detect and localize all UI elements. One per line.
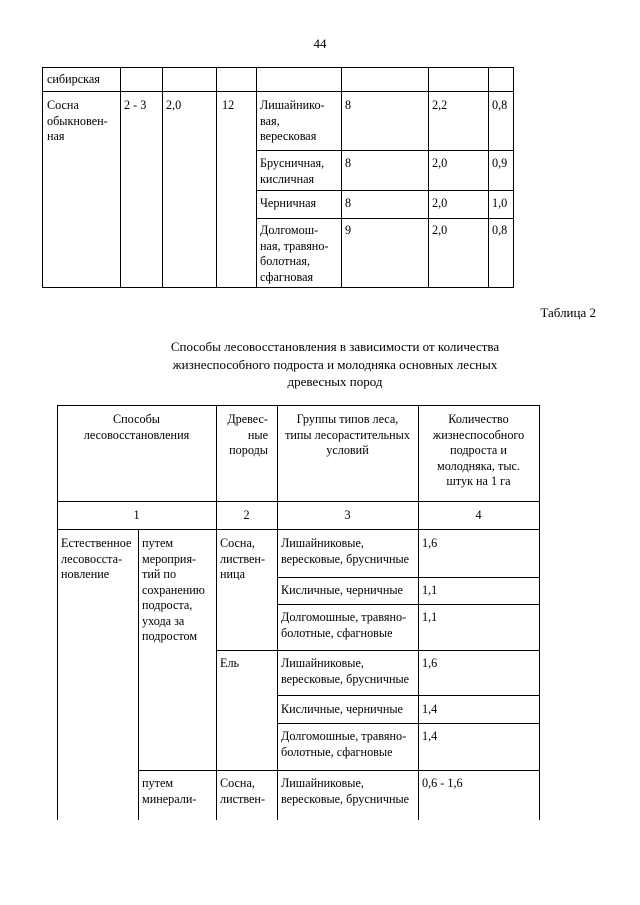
header-species: Древес- ные породы — [227, 412, 268, 457]
forest-type-cell: Черничная — [260, 196, 317, 210]
table1-cell: 2,0 — [432, 223, 448, 237]
forest-type-cell: Долгомошные, травяно- болотные, сфагновые — [281, 729, 407, 759]
table1-cell: 8 — [345, 98, 352, 112]
species-spruce: Ель — [220, 656, 240, 670]
forest-type-cell: Брусничная, кисличная — [260, 156, 325, 186]
table1-cell: 0,8 — [492, 98, 508, 112]
forest-type-cell: Лишайниковые, вересковые, брусничные — [281, 536, 410, 566]
header-methods: Способы лесовосстановления — [83, 412, 190, 442]
species-pine-larch: Сосна, листвен- ница — [220, 536, 266, 581]
quantity-cell: 1,6 — [422, 656, 438, 670]
forest-type-cell: Лишайниковые, вересковые, брусничные — [281, 656, 410, 686]
table-caption: Способы лесовосстановления в зависимости от количества жизнеспособного подроста и молодняка основных лесных древесных пород — [170, 339, 500, 389]
table1-cell: 1,0 — [492, 196, 508, 210]
pine-col2: 2 - 3 — [124, 98, 147, 112]
species-pine-larch-2: Сосна, листвен- — [220, 776, 266, 806]
submethod-mineralization: путем минерали- — [142, 776, 197, 806]
quantity-cell: 0,6 - 1,6 — [422, 776, 463, 790]
table1-cell: 2,0 — [432, 156, 448, 170]
method-natural: Естественное лесовосста- новление — [61, 536, 132, 581]
pine-col3: 2,0 — [166, 98, 182, 112]
submethod-preservation: путем мероприя- тий по сохранению подроста, ухода за подростом — [142, 536, 205, 643]
table1-cell: 0,9 — [492, 156, 508, 170]
pine-col4: 12 — [222, 98, 235, 112]
forest-type-cell: Кисличные, черничные — [281, 583, 403, 597]
table1-cell: 2,2 — [432, 98, 448, 112]
table1-cell: 0,8 — [492, 223, 508, 237]
col-number: 4 — [475, 508, 482, 522]
table1-cell: 8 — [345, 196, 352, 210]
forest-type-cell: Лишайниковые, вересковые, брусничные — [281, 776, 410, 806]
table1-cell: 9 — [345, 223, 352, 237]
header-forest-types: Группы типов леса, типы лесорастительных условий — [285, 412, 410, 457]
forest-type-cell: Долгомошные, травяно- болотные, сфагновые — [281, 610, 407, 640]
quantity-cell: 1,1 — [422, 583, 438, 597]
page-number: 44 — [313, 36, 327, 51]
col-number: 2 — [243, 508, 250, 522]
quantity-cell: 1,4 — [422, 702, 438, 716]
table1-cell: 8 — [345, 156, 352, 170]
quantity-cell: 1,4 — [422, 729, 438, 743]
table-label: Таблица 2 — [540, 305, 596, 320]
col-number: 3 — [344, 508, 351, 522]
forest-type-cell: Долгомош- ная, травяно- болотная, сфагновая — [260, 223, 329, 284]
quantity-cell: 1,6 — [422, 536, 438, 550]
table1-cell: 2,0 — [432, 196, 448, 210]
col-number: 1 — [133, 508, 140, 522]
header-quantity: Количество жизнеспособного подроста и молодняка, тыс. штук на 1 га — [432, 412, 525, 488]
species-siberian: сибирская — [47, 72, 100, 86]
quantity-cell: 1,1 — [422, 610, 438, 624]
forest-type-cell: Лишайнико- вая, вересковая — [260, 98, 325, 143]
species-pine-cell: Сосна обыкновен- ная — [47, 98, 108, 143]
forest-type-cell: Кисличные, черничные — [281, 702, 403, 716]
